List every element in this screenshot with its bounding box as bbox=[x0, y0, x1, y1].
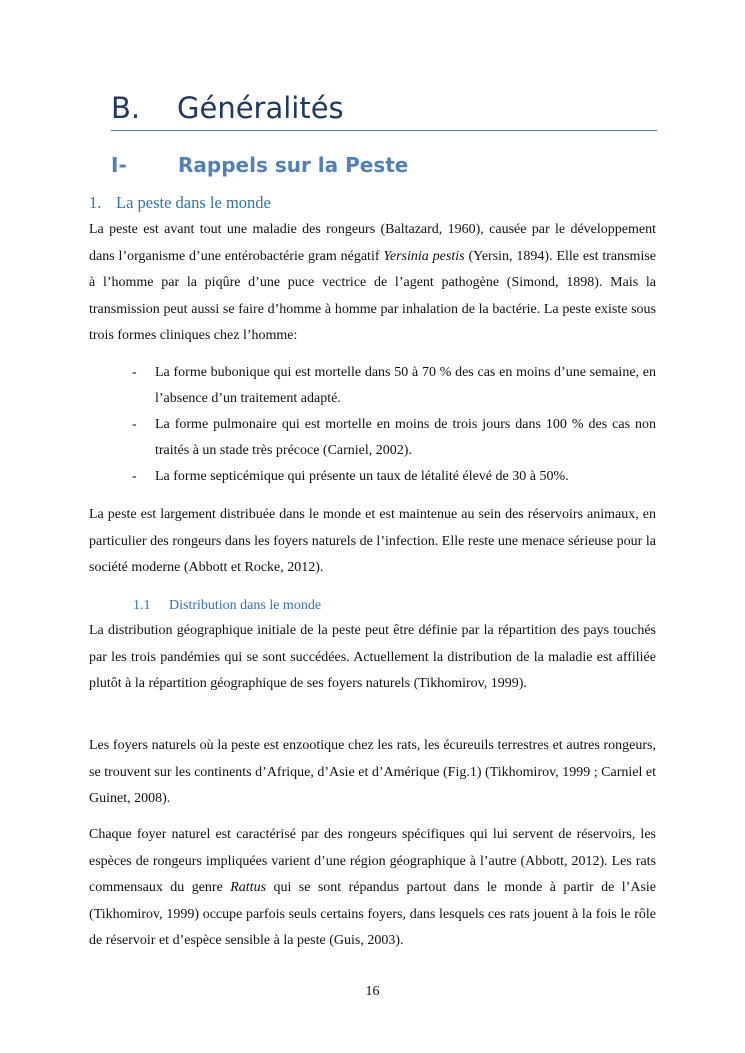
species-name: Yersinia pestis bbox=[383, 248, 465, 264]
distribution-paragraph: La peste est largement distribuée dans le monde et est maintenue au sein des réservoirs animaux, en particulier des rongeurs dans les foyers naturels de l’infection. Elle reste une menace sérieuse pour la société moderne (Abbott et Rocke, 2012). bbox=[89, 507, 656, 575]
page-number: 16 bbox=[365, 984, 380, 999]
intro-paragraph: La peste est avant tout une maladie des rongeurs (Baltazard, 1960), causée par le développement dans l’organisme d’une entérobactérie gram négatif Yersinia pestis (Yersin, 1894). Elle est transmise à l’homme par la piqûre d’une puce vectrice de l’agent pathogène (Simond, 1898). Mais la transmission peut aussi se faire d’homme à homme par inhalation de la bactérie. La peste existe sous trois formes cliniques chez l’homme: bbox=[89, 222, 656, 343]
genus-name: Rattus bbox=[230, 880, 267, 895]
section-title: Généralités bbox=[177, 91, 344, 125]
geographic-paragraph: La distribution géographique initiale de la peste peut être définie par la répartition des pays touchés par les trois pandémies qui se sont succédées. Actuellement la distribution de la maladie est affiliée plutôt à la répartition géographique de ses foyers naturels (Tikhomirov, 1999). bbox=[89, 623, 656, 691]
section-number: B. bbox=[111, 91, 141, 125]
list-item: - La forme bubonique qui est mortelle dans 50 à 70 % des cas en moins d’une semaine, en l’absence d’un traitement adapté. bbox=[89, 360, 656, 412]
chapter-heading bbox=[111, 150, 408, 180]
subsubsection-number: 1.1 bbox=[133, 598, 151, 613]
subsection-heading bbox=[89, 192, 271, 214]
reservoir-paragraph: Chaque foyer naturel est caractérisé par des rongeurs spécifiques qui lui servent de réservoirs, les espèces de rongeurs impliquées varient d’une région géographique à l’autre (Abbott, 2012). Les rats commensaux du genre Rattus qui se sont répandus partout dans le monde à partir de l’Asie (Tikhomirov, 1999) occupe parfois seuls certains foyers, dans lesquels ces rats jouent à la fois le rôle de réservoir et d’espèce sensible à la peste (Guis, 2003). bbox=[89, 827, 656, 948]
section-heading bbox=[111, 88, 657, 131]
list-bullet: - bbox=[132, 365, 137, 380]
list-item: - La forme septicémique qui présente un taux de létalité élevé de 30 à 50%. bbox=[89, 464, 656, 490]
chapter-title: Rappels sur la Peste bbox=[178, 153, 409, 177]
natural-foci-paragraph: Les foyers naturels où la peste est enzootique chez les rats, les écureuils terrestres et autres rongeurs, se trouvent sur les continents d’Afrique, d’Asie et d’Amérique (Fig.1) (Tikhomirov, 1999 ; Carniel et Guinet, 2008). bbox=[89, 738, 656, 806]
subsubsection-title: Distribution dans le monde bbox=[169, 598, 322, 613]
chapter-number: I- bbox=[111, 153, 127, 177]
list-bullet: - bbox=[132, 417, 137, 432]
subsection-title: La peste dans le monde bbox=[116, 193, 271, 212]
list-item: - La forme pulmonaire qui est mortelle en moins de trois jours dans 100 % des cas non traités à un stade très précoce (Carniel, 2002). bbox=[89, 412, 656, 464]
subsection-number: 1. bbox=[89, 193, 102, 212]
list-bullet: - bbox=[132, 469, 137, 484]
clinical-forms-list bbox=[89, 360, 656, 490]
subsubsection-heading bbox=[133, 596, 321, 616]
